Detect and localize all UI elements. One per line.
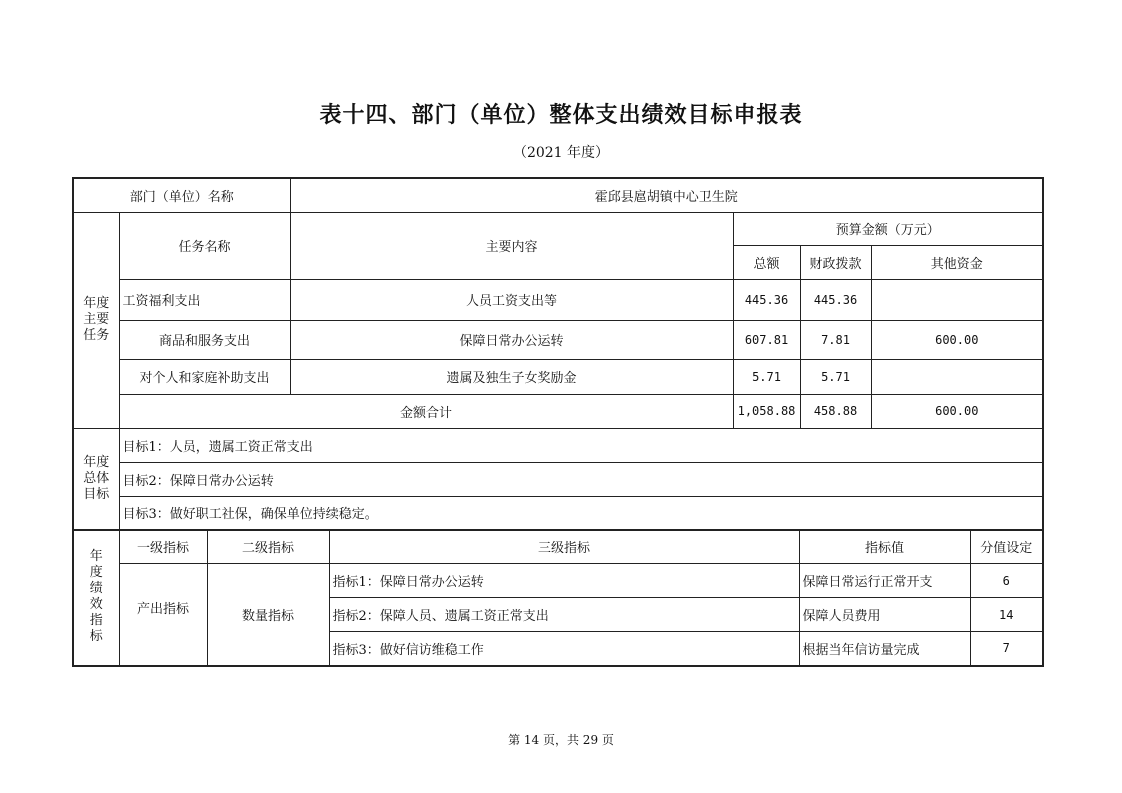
sum-total: 1,058.88: [733, 394, 800, 428]
tasks-header-row: [73, 212, 1043, 245]
page-footer: 第 14 页，共 29 页: [508, 733, 614, 747]
indicator-name: 指标3：做好信访维稳工作: [329, 632, 799, 666]
task-other: [871, 359, 1043, 394]
indicator-level1: 产出指标: [119, 564, 207, 666]
tasks-table: [72, 177, 1044, 531]
indicator-value: 保障人员费用: [799, 598, 970, 632]
unit-value: 霍邱县扈胡镇中心卫生院: [290, 178, 1043, 212]
sum-label: 金额合计: [119, 394, 733, 428]
task-fiscal: 445.36: [800, 279, 871, 320]
indicator-row: [73, 564, 1043, 598]
task-total: 5.71: [733, 359, 800, 394]
task-row: [73, 359, 1043, 394]
sum-other: 600.00: [871, 394, 1043, 428]
header-fiscal: 财政拨款: [800, 245, 871, 279]
goals-section-label: 年度总体目标: [73, 428, 119, 530]
task-total: 607.81: [733, 320, 800, 359]
task-content: 保障日常办公运转: [290, 320, 733, 359]
header-total: 总额: [733, 245, 800, 279]
unit-label: 部门（单位）名称: [73, 178, 290, 212]
header-level2: 二级指标: [207, 530, 329, 564]
header-other: 其他资金: [871, 245, 1043, 279]
tasks-sum-row: [73, 394, 1043, 428]
goal-row: [73, 462, 1043, 496]
indicator-value: 保障日常运行正常开支: [799, 564, 970, 598]
task-row: [73, 279, 1043, 320]
task-name: 商品和服务支出: [119, 320, 290, 359]
tasks-section-label: 年度主要任务: [73, 212, 119, 428]
task-row: [73, 320, 1043, 359]
goal-row: [73, 428, 1043, 462]
indicator-value: 根据当年信访量完成: [799, 632, 970, 666]
goal-item: 目标1：人员，遗属工资正常支出: [119, 428, 1043, 462]
indicator-score: 6: [970, 564, 1043, 598]
task-content: 遗属及独生子女奖励金: [290, 359, 733, 394]
indicators-header-row: [73, 530, 1043, 564]
goal-item: 目标2：保障日常办公运转: [119, 462, 1043, 496]
goal-row: [73, 496, 1043, 530]
header-task-content: 主要内容: [290, 212, 733, 279]
indicators-table: [72, 529, 1044, 667]
header-level1: 一级指标: [119, 530, 207, 564]
indicator-score: 14: [970, 598, 1043, 632]
sum-fiscal: 458.88: [800, 394, 871, 428]
header-level3: 三级指标: [329, 530, 799, 564]
indicator-score: 7: [970, 632, 1043, 666]
task-fiscal: 5.71: [800, 359, 871, 394]
goal-item: 目标3：做好职工社保，确保单位持续稳定。: [119, 496, 1043, 530]
task-name: 工资福利支出: [119, 279, 290, 320]
indicator-name: 指标2：保障人员、遗属工资正常支出: [329, 598, 799, 632]
unit-row: [73, 178, 1043, 212]
task-name: 对个人和家庭补助支出: [119, 359, 290, 394]
form-upper: [72, 177, 1044, 531]
document-title: 表十四、部门（单位）整体支出绩效目标申报表: [319, 102, 803, 128]
header-value: 指标值: [799, 530, 970, 564]
task-total: 445.36: [733, 279, 800, 320]
indicator-name: 指标1：保障日常办公运转: [329, 564, 799, 598]
header-task-name: 任务名称: [119, 212, 290, 279]
indicator-level2: 数量指标: [207, 564, 329, 666]
header-score: 分值设定: [970, 530, 1043, 564]
task-other: 600.00: [871, 320, 1043, 359]
form-lower: [72, 529, 1044, 667]
task-other: [871, 279, 1043, 320]
indicators-section-label: 年度绩效指标: [73, 530, 119, 666]
task-fiscal: 7.81: [800, 320, 871, 359]
task-content: 人员工资支出等: [290, 279, 733, 320]
header-budget: 预算金额（万元）: [733, 212, 1043, 245]
document-subtitle: （2021 年度）: [512, 145, 610, 161]
